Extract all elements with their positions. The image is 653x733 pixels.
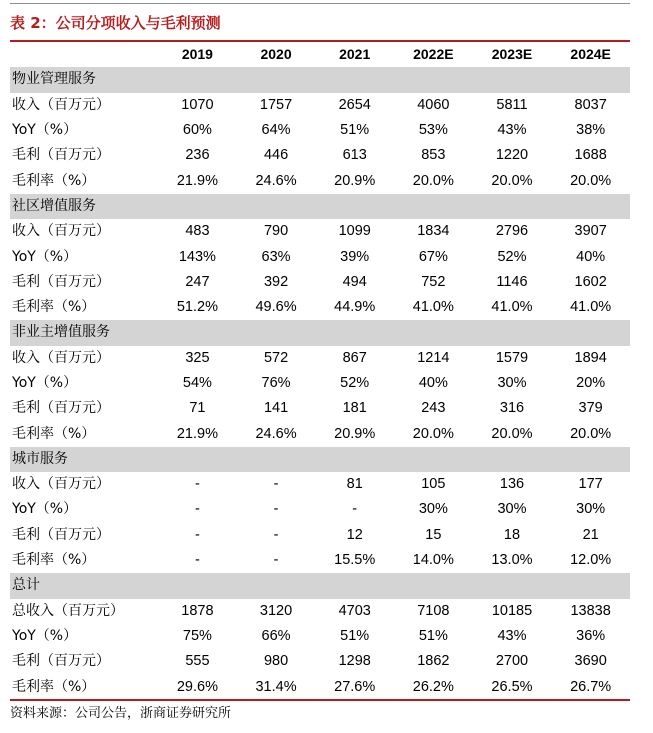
table-cell: 43% [497,122,527,139]
source-note: 资料来源：公司公告，浙商证券研究所 [10,706,232,721]
table-cell: 67% [418,248,448,265]
table-cell: 18 [503,526,521,543]
table-title: 表 2：公司分项收入与毛利预测 [10,14,221,32]
table-cell: - [273,552,279,569]
table-cell: 555 [185,653,210,670]
table-cell: 20.0% [412,172,454,189]
table-cell: 5811 [496,96,528,113]
row-label: 收入（百万元） [12,476,110,493]
row-label: 毛利（百万元） [12,400,110,417]
table-cell: 20.0% [570,172,612,189]
section-header-row [10,573,630,598]
table-cell: 752 [421,273,446,290]
table-cell: 38% [576,122,606,139]
table-cell: 12.0% [570,552,612,569]
table-cell: 76% [261,375,291,391]
row-label: 毛利率（%） [12,425,96,442]
table-cell: 20% [576,375,606,391]
table-cell: - [194,476,200,493]
table-row [10,168,630,193]
table-cell: - [273,501,279,518]
table-cell: 247 [185,273,210,290]
table-cell: 20.9% [334,425,376,442]
table-cell: 1602 [574,273,607,290]
table-cell: 27.6% [334,678,376,695]
header-cell-label [10,42,158,67]
table-cell: 1878 [181,602,214,619]
table-cell: 143% [178,248,216,265]
table-cell: 14.0% [412,552,454,569]
table-cell: 446 [263,147,289,164]
table-cell: 26.7% [570,678,612,695]
table-cell: 15.5% [334,552,376,569]
table-cell: 4703 [338,602,371,619]
row-label: YoY（%） [12,627,78,644]
table-cell: 81 [346,476,363,493]
table-cell: 43% [497,627,527,644]
table-cell: 66% [261,627,291,644]
section-title: 社区增值服务 [10,194,630,219]
header-cell-year: 2020 [260,46,292,63]
table-cell: 8037 [574,96,607,113]
table-cell: 1579 [495,349,529,366]
table-cell: 60% [182,122,212,139]
table-cell: 63% [261,248,291,265]
table-cell: 613 [342,147,367,164]
table-cell: 21.9% [176,172,218,189]
header-cell-year: 2022E [413,46,454,63]
table-row [10,548,630,573]
table-cell: 325 [185,349,210,366]
table-cell: 26.5% [491,678,533,695]
table-cell: 243 [421,400,446,417]
row-label: 毛利（百万元） [12,147,110,164]
table-row [10,244,630,269]
table-cell: 41.0% [491,299,533,316]
header-row [10,42,630,67]
table-cell: 20.0% [412,425,454,442]
table-cell: 51% [340,627,370,644]
table-cell: 26.2% [412,678,454,695]
table-row [10,371,630,396]
section-header-row [10,67,630,92]
section-header-row [10,320,630,345]
table-cell: 24.6% [255,172,297,189]
row-label: 收入（百万元） [12,223,110,240]
table-row [10,396,630,421]
table-body [10,67,630,699]
table-row [10,497,630,522]
table-cell: 51% [418,627,448,644]
section-title: 物业管理服务 [10,67,630,92]
table-cell: 20.9% [334,172,376,189]
table-cell: 49.6% [255,299,297,316]
table-cell: 236 [185,147,210,164]
table-cell: 41.0% [570,299,612,316]
table-cell: 20.0% [570,425,612,442]
table-row [10,674,630,699]
table-cell: 36% [576,627,606,644]
row-label: 毛利（百万元） [12,653,110,670]
table-cell: 13838 [570,602,611,619]
table-cell: - [194,552,200,569]
table-cell: 1862 [417,653,450,670]
table-cell: 1894 [574,349,607,366]
table-cell: - [273,476,279,493]
table-cell: 1146 [496,273,528,290]
table-cell: 52% [340,375,370,391]
table-row [10,421,630,446]
table-cell: 13.0% [491,552,533,569]
section-header-row [10,447,630,472]
table-cell: 2796 [495,223,529,240]
table-cell: 136 [499,476,525,493]
table-cell: 853 [421,147,446,164]
table-cell: 1298 [338,653,371,670]
table-cell: 177 [578,476,603,493]
row-label: 毛利率（%） [12,299,96,316]
table-cell: 1070 [181,96,214,113]
table-row [10,599,630,624]
table-cell: 40% [418,375,448,391]
table-cell: 71 [189,400,206,417]
table-cell: - [273,526,279,543]
table-cell: 24.6% [255,425,297,442]
row-label: 毛利率（%） [12,172,96,189]
table-row [10,219,630,244]
row-label: YoY（%） [12,375,78,391]
table-row [10,649,630,674]
header-cell-year: 2021 [339,46,371,63]
header-cell-year: 2023E [491,46,533,63]
table-cell: 181 [342,400,367,417]
row-label: 毛利率（%） [12,552,96,569]
table-cell: 64% [261,122,291,139]
table-cell: 41.0% [412,299,454,316]
table-cell: 3120 [259,602,293,619]
header-cell-year: 2024E [570,46,611,63]
row-label: YoY（%） [12,501,78,518]
table-cell: 3690 [574,653,607,670]
table-row [10,523,630,548]
table-cell: 53% [418,122,448,139]
table-cell: 2654 [338,96,371,113]
table-cell: 867 [342,349,367,366]
section-title: 总计 [10,573,630,598]
row-label: YoY（%） [12,122,78,139]
table-cell: 3907 [574,223,607,240]
table-cell: 31.4% [255,678,297,695]
table-cell: - [194,501,200,518]
table-row [10,118,630,143]
table-cell: 40% [576,248,606,265]
table-cell: 21 [582,526,599,543]
table-cell: 392 [263,273,289,290]
table-cell: 4060 [417,96,450,113]
table-cell: 20.0% [491,425,533,442]
header-cell-year: 2019 [181,46,213,63]
table-cell: 105 [421,476,446,493]
table-cell: - [352,501,358,518]
table-cell: 12 [346,526,363,543]
table-cell: 1220 [495,147,529,164]
table-cell: 44.9% [334,299,376,316]
row-label: 毛利（百万元） [12,273,110,290]
table-cell: 52% [497,248,527,265]
bottom-rule [10,699,630,701]
row-label: 收入（百万元） [12,96,110,113]
section-title: 城市服务 [10,447,630,472]
row-label: 毛利率（%） [12,678,96,695]
row-label: 毛利（百万元） [12,526,110,543]
table-cell: 54% [182,375,212,391]
table-cell: 20.0% [491,172,533,189]
table-cell: 30% [497,375,527,391]
table-cell: 39% [340,248,370,265]
table-row [10,346,630,371]
table-cell: 483 [185,223,210,240]
table-cell: 51% [340,122,370,139]
table-cell: 75% [182,627,212,644]
section-header-row [10,194,630,219]
table-cell: - [194,526,200,543]
table-row [10,472,630,497]
table-cell: 2700 [495,653,529,670]
table-cell: 1834 [417,223,450,240]
table-cell: 15 [425,526,442,543]
table-row [10,93,630,118]
table-row [10,295,630,320]
table-cell: 141 [263,400,289,417]
table-cell: 7108 [417,602,450,619]
table-cell: 1214 [417,349,450,366]
top-rule [10,3,630,4]
table-cell: 1099 [338,223,371,240]
table-cell: 494 [342,273,367,290]
table-cell: 30% [497,501,527,518]
table-row [10,143,630,168]
forecast-table [10,42,630,700]
table-row [10,270,630,295]
table-row [10,624,630,649]
table-cell: 10185 [491,602,533,619]
table-cell: 572 [263,349,289,366]
table-cell: 316 [499,400,525,417]
table-cell: 30% [418,501,448,518]
section-title: 非业主增值服务 [10,320,630,345]
table-cell: 51.2% [176,299,218,316]
table-cell: 980 [263,653,289,670]
row-label: YoY（%） [12,248,78,265]
table-cell: 379 [578,400,603,417]
row-label: 总收入（百万元） [12,602,124,619]
table-cell: 29.6% [176,678,218,695]
table-cell: 1757 [259,96,293,113]
table-cell: 21.9% [176,425,218,442]
table-cell: 30% [576,501,606,518]
table-cell: 790 [263,223,289,240]
row-label: 收入（百万元） [12,349,110,366]
table-cell: 1688 [574,147,607,164]
